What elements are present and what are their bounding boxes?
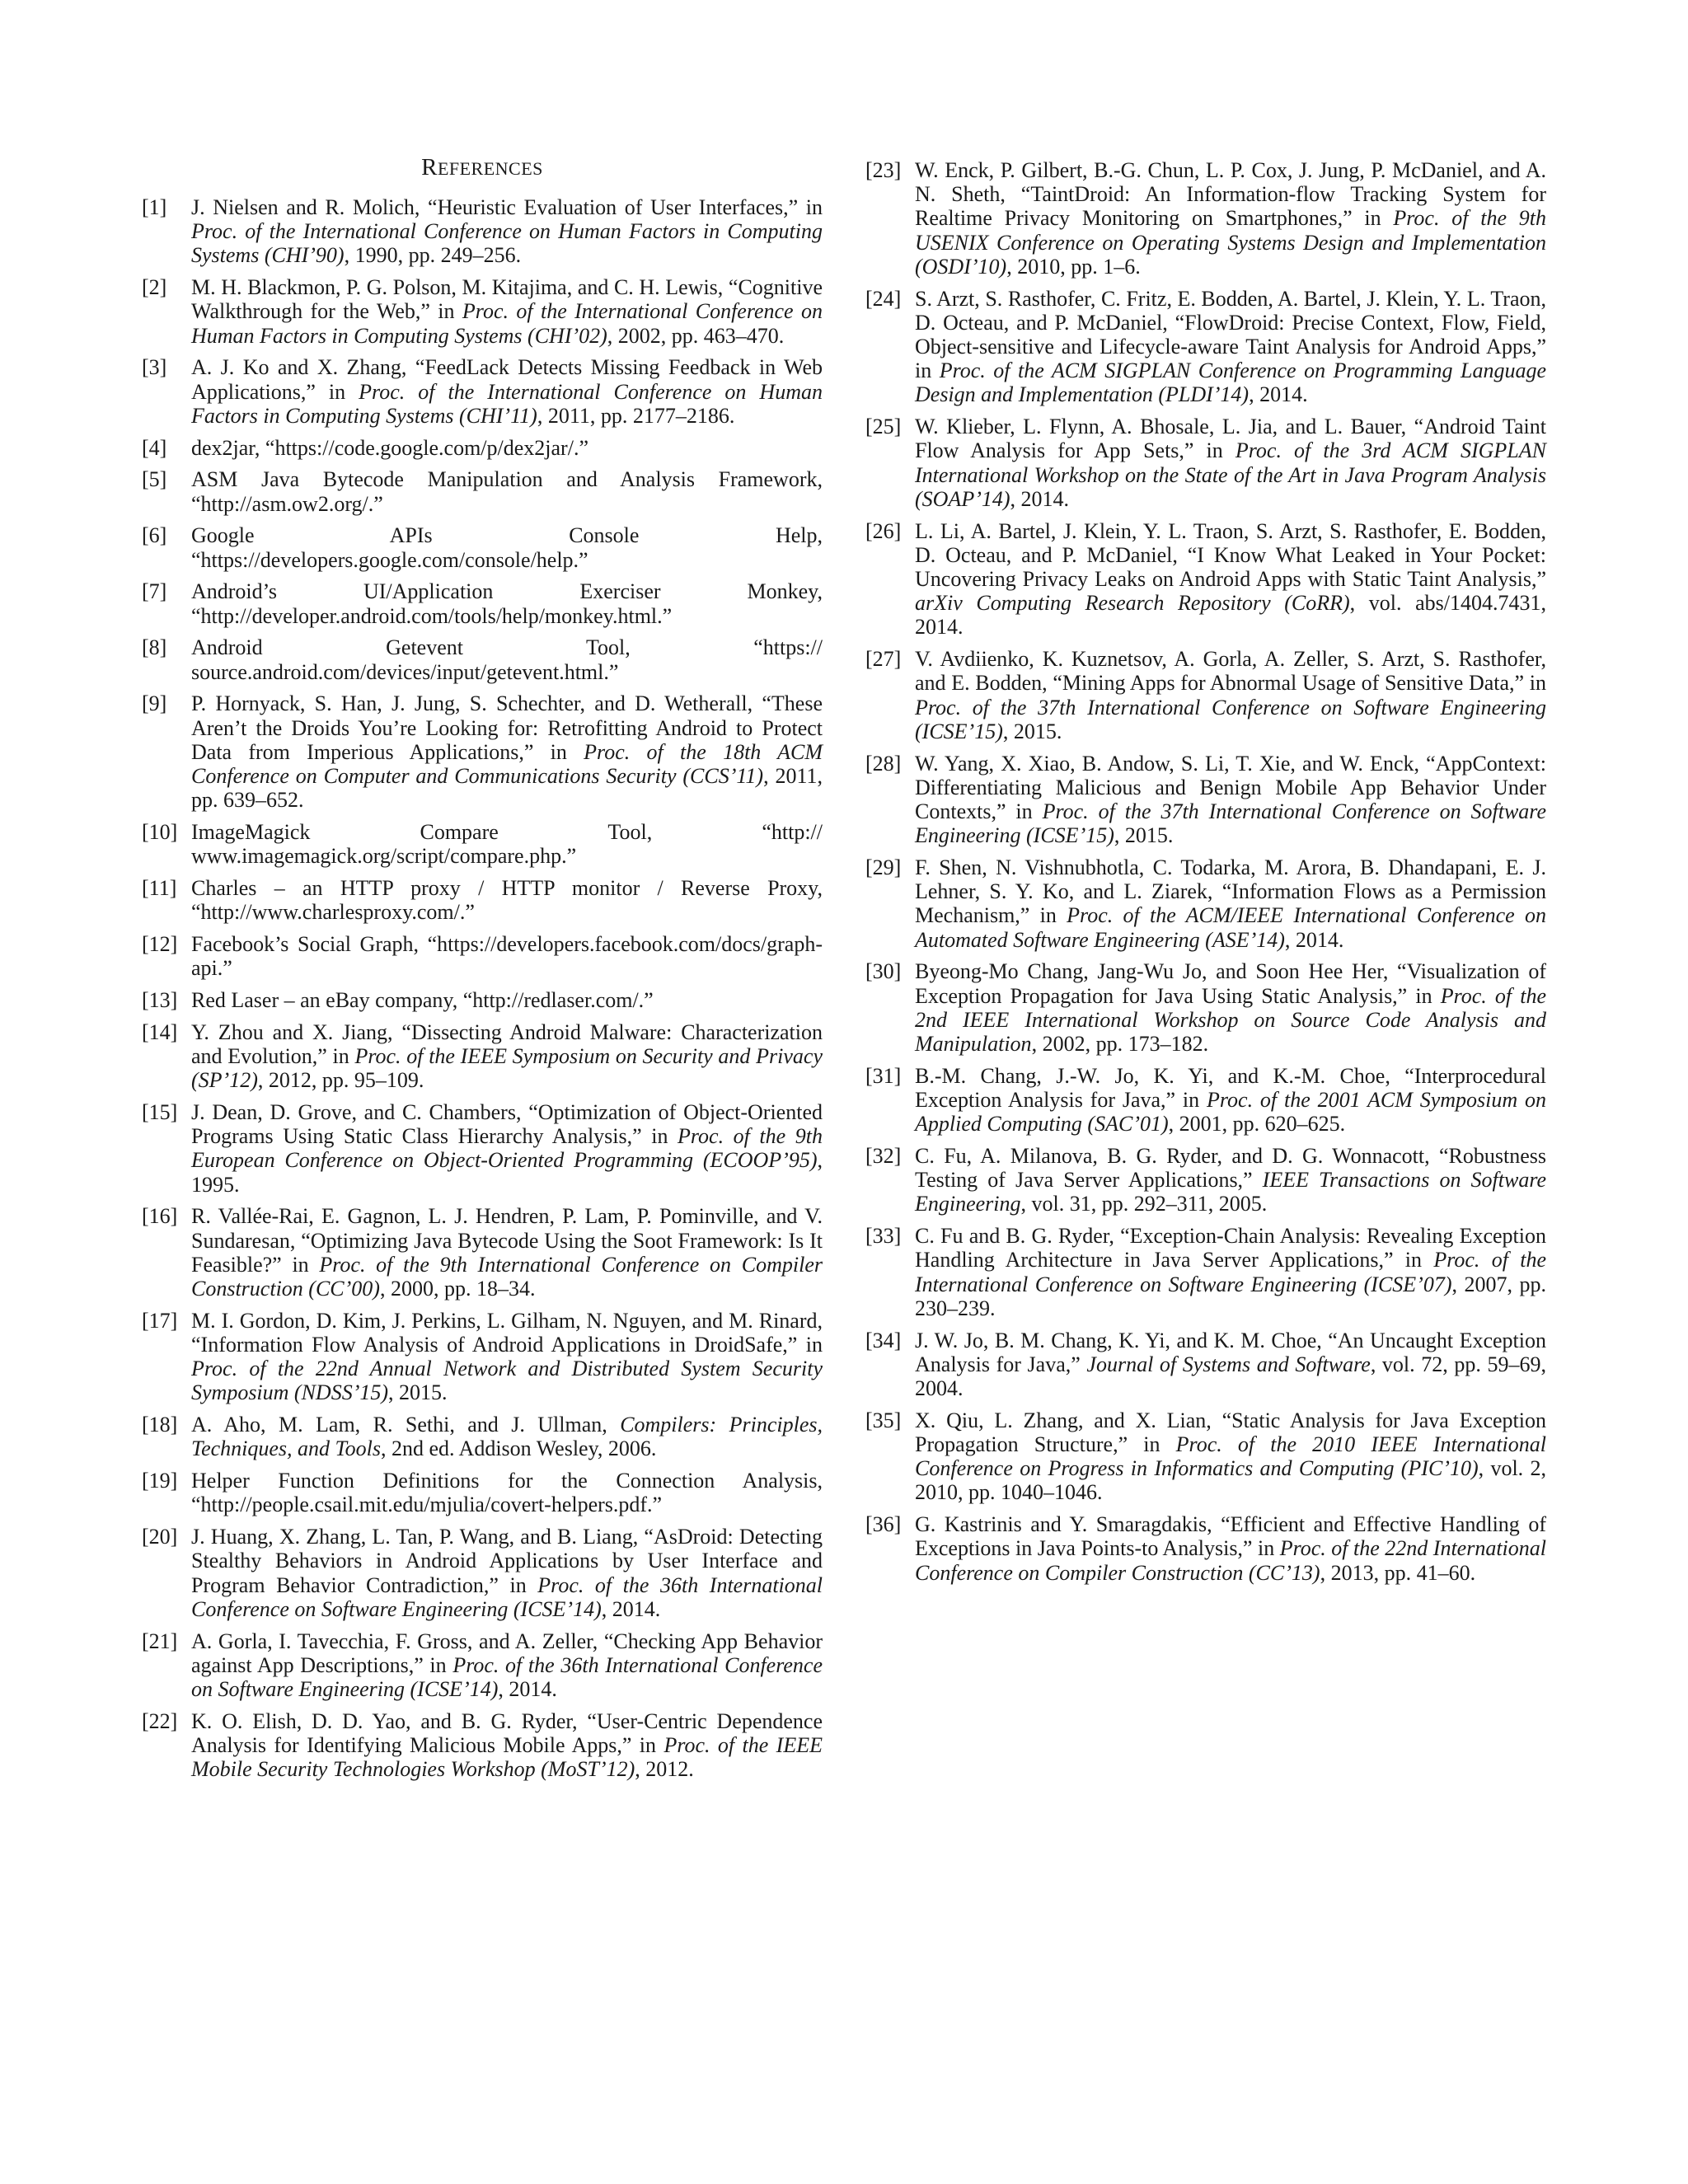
reference-entry [142,691,823,812]
reference-venue: Proc. of the ACM/IEEE International Conference on Automated Software Engineering (ASE’14) [915,903,1546,952]
reference-list-right [865,158,1546,1585]
reference-venue: Proc. of the IEEE Symposium on Security and Privacy (SP’12) [191,1044,823,1093]
reference-text [191,1020,823,1093]
reference-text [191,1413,823,1460]
reference-number: [19] [142,1469,178,1493]
reference-venue: Proc. of the 9th European Conference on Object-Oriented Programming (ECOOP’95) [191,1124,823,1173]
reference-entry [142,988,823,1012]
reference-text [915,287,1546,407]
reference-text [191,355,823,428]
reference-text [915,855,1546,952]
reference-details: , 2010, pp. 1–6. [1006,254,1141,279]
reference-number: [3] [142,355,167,380]
reference-text [191,1204,823,1301]
reference-details: , 2000, pp. 18–34. [379,1277,536,1301]
reference-entry [142,467,823,515]
reference-details: , 2012, pp. 95–109. [257,1068,424,1093]
reference-entry [142,436,823,460]
reference-number: [20] [142,1525,178,1549]
reference-text [191,579,823,627]
reference-authors-title: W. Klieber, L. Flynn, A. Bhosale, L. Jia, and L. Bauer, “Android Taint Flow Analysis for App Sets,” in [915,415,1546,463]
reference-authors-title: Charles – an HTTP proxy / HTTP monitor / Reverse Proxy, “http://www.charlesproxy.com/.” [191,876,823,925]
reference-venue: Compilers: Principles, Techniques, and Tools [191,1413,823,1461]
reference-text [915,752,1546,848]
reference-details: , 2015. [1002,719,1062,743]
reference-entry [142,355,823,428]
reference-details: , 2002, pp. 463–470. [607,323,785,348]
reference-details: , 2014. [498,1677,557,1702]
reference-text [191,691,823,812]
reference-authors-title: B.-M. Chang, J.-W. Jo, K. Yi, and K.-M. Choe, “Interprocedural Exception Analysis for Java,” in [915,1063,1546,1113]
reference-number: [5] [142,467,167,492]
reference-number: [9] [142,691,167,716]
reference-entry [142,579,823,627]
reference-number: [25] [865,415,902,439]
reference-text [191,1629,823,1702]
reference-entry [865,287,1546,407]
reference-text [191,275,823,348]
reference-number: [14] [142,1019,178,1044]
reference-details: , 2002, pp. 173–182. [1031,1032,1209,1057]
reference-number: [12] [142,932,178,957]
reference-entry [142,820,823,868]
reference-authors-title: M. H. Blackmon, P. G. Polson, M. Kitajima, and C. H. Lewis, “Cognitive Walkthrough for the Web,” in [191,275,823,324]
reference-venue: Proc. of the 2001 ACM Symposium on Applied Computing (SAC’01) [915,1088,1546,1137]
reference-text [915,1408,1546,1505]
reference-entry [865,1224,1546,1320]
reference-entry [142,523,823,571]
reference-venue: Proc. of the 37th International Conference on Software Engineering (ICSE’15) [915,799,1547,848]
reference-entry [142,1469,823,1516]
reference-text [191,1525,823,1621]
reference-authors-title: P. Hornyack, S. Han, J. Jung, S. Schechter, and D. Wetherall, “These Aren’t the Droids You’re Looking for: Retrofitting Android to Protect Data from Imperious Applications,” in [191,691,823,764]
reference-authors-title: J. Huang, X. Zhang, L. Tan, P. Wang, and B. Liang, “AsDroid: Detecting Stealthy Behaviors in Android Applications by User Interface and Program Behavior Contradiction,” in [191,1525,823,1597]
reference-number: [34] [865,1328,902,1352]
reference-text [915,1512,1546,1585]
reference-details: , 2013, pp. 41–60. [1320,1560,1476,1585]
heading-rest: EFERENCES [437,158,543,179]
reference-entry [865,752,1546,848]
reference-number: [21] [142,1629,178,1653]
reference-text [191,820,823,868]
reference-number: [6] [142,523,167,548]
reference-text [915,519,1546,640]
reference-text [191,436,823,460]
reference-authors-title: W. Enck, P. Gilbert, B.-G. Chun, L. P. Cox, J. Jung, P. McDaniel, and A. N. Sheth, “TaintDroid: An Information-flow Tracking System for Realtime Privacy Monitoring on Smartphones,” in [915,158,1546,231]
reference-authors-title: C. Fu and B. G. Ryder, “Exception-Chain Analysis: Revealing Exception Handling Architecture in Java Server Applications,” in [915,1224,1546,1272]
reference-authors-title: S. Arzt, S. Rasthofer, C. Fritz, E. Bodden, A. Bartel, J. Klein, Y. L. Traon, D. Octeau, and P. McDaniel, “FlowDroid: Precise Context, Flow, Field, Object-sensitive and Lifecycle-aware Taint Analysis for Android Apps,” in [915,286,1546,383]
reference-details: , 2014. [1249,382,1308,407]
reference-entry [865,1512,1546,1585]
reference-text [191,1709,823,1782]
reference-text [915,959,1546,1056]
reference-authors-title: A. Gorla, I. Tavecchia, F. Gross, and A. Zeller, “Checking App Behavior against App Descriptions,” in [191,1629,823,1677]
reference-text [915,1144,1546,1216]
reference-entry [865,959,1546,1056]
reference-authors-title: ImageMagick Compare Tool, “http:// www.imagemagick.org/script/compare.php.” [191,820,823,869]
reference-venue: Proc. of the 3rd ACM SIGPLAN International Workshop on the State of the Art in Java Program Analysis (SOAP’14) [915,438,1546,511]
reference-text [915,415,1546,511]
reference-authors-title: J. Nielsen and R. Molich, “Heuristic Evaluation of User Interfaces,” in [191,195,823,219]
reference-text [191,876,823,924]
reference-number: [13] [142,988,178,1013]
reference-venue: Proc. of the International Conference on Software Engineering (ICSE’07) [915,1248,1547,1296]
reference-venue: Proc. of the 18th ACM Conference on Computer and Communications Security (CCS’11) [191,739,823,789]
reference-venue: IEEE Transactions on Software Engineering [915,1168,1547,1216]
reference-entry [865,1408,1546,1505]
reference-text [191,635,823,683]
reference-details: , 2015. [1114,823,1174,848]
reference-authors-title: G. Kastrinis and Y. Smaragdakis, “Efficient and Effective Handling of Exceptions in Java Points-to Analysis,” in [915,1512,1546,1561]
reference-entry [142,275,823,348]
reference-authors-title: Red Laser – an eBay company, “http://redlaser.com/.” [191,988,654,1013]
reference-number: [16] [142,1204,178,1229]
reference-number: [17] [142,1308,178,1333]
reference-authors-title: Y. Zhou and X. Jiang, “Dissecting Android Malware: Characterization and Evolution,” in [191,1019,823,1069]
reference-entry [865,1144,1546,1216]
reference-text [191,1100,823,1197]
reference-number: [30] [865,959,902,984]
reference-entry [142,1413,823,1460]
reference-venue: Proc. of the 36th International Conference on Software Engineering (ICSE’14) [191,1652,823,1702]
reference-authors-title: C. Fu, A. Milanova, B. G. Ryder, and D. G. Wonnacott, “Robustness Testing of Java Server Applications,” [915,1144,1546,1193]
reference-venue: Proc. of the International Conference on Human Factors in Computing Systems (CHI’90) [191,219,823,268]
reference-entry [142,1525,823,1621]
reference-details: , 2007, pp. 230–239. [915,1272,1546,1320]
reference-text [191,988,823,1012]
reference-authors-title: Google APIs Console Help, “https://developers.google.com/console/help.” [191,523,823,572]
reference-authors-title: J. W. Jo, B. M. Chang, K. Yi, and K. M. Choe, “An Uncaught Exception Analysis for Java,” [915,1328,1546,1376]
reference-entry [865,415,1546,511]
reference-venue: Proc. of the 9th USENIX Conference on Operating Systems Design and Implementation (OSDI’10) [915,206,1546,279]
reference-authors-title: Byeong-Mo Chang, Jang-Wu Jo, and Soon Hee Her, “Visualization of Exception Propagation for Java Using Static Analysis,” in [915,959,1546,1008]
reference-venue: Proc. of the IEEE Mobile Security Technologies Workshop (MoST’12) [191,1733,823,1782]
reference-number: [29] [865,855,902,880]
reference-authors-title: Android Getevent Tool, “https:// source.android.com/devices/input/getevent.html.” [191,635,823,684]
reference-venue: Proc. of the International Conference on Human Factors in Computing Systems (CHI’11) [191,379,823,428]
reference-details: , 2nd ed. Addison Wesley, 2006. [380,1436,657,1461]
reference-entry [865,519,1546,640]
reference-details: , vol. 2, 2010, pp. 1040–1046. [915,1456,1546,1505]
reference-details: , 2014. [1010,486,1070,511]
reference-venue: arXiv Computing Research Repository (CoRR) [915,591,1350,616]
reference-text [915,647,1546,743]
reference-text [191,1309,823,1405]
reference-authors-title: dex2jar, “https://code.google.com/p/dex2jar/.” [191,435,588,460]
reference-authors-title: F. Shen, N. Vishnubhotla, C. Todarka, M. Arora, B. Dhandapani, E. J. Lehner, S. Y. Ko, and L. Ziarek, “Information Flows as a Permission Mechanism,” in [915,855,1546,928]
left-column [142,151,823,1789]
reference-details: , 2015. [388,1380,448,1405]
reference-authors-title: V. Avdiienko, K. Kuznetsov, A. Gorla, A. Zeller, S. Arzt, S. Rasthofer, and E. Bodden, “Mining Apps for Abnormal Usage of Sensitive Data,” in [915,647,1546,696]
reference-venue: Proc. of the 37th International Conference on Software Engineering (ICSE’15) [915,695,1546,743]
references-heading [142,151,823,185]
reference-details: , 2001, pp. 620–625. [1168,1112,1346,1137]
reference-entry [142,1309,823,1405]
reference-entry [865,1329,1546,1401]
reference-number: [2] [142,275,167,300]
reference-text [915,1064,1546,1137]
reference-entry [142,1100,823,1197]
reference-details: , vol. 31, pp. 292–311, 2005. [1020,1192,1268,1216]
reference-entry [865,1064,1546,1137]
reference-authors-title: Android’s UI/Application Exerciser Monkey, “http://developer.android.com/tools/help/monkey.html.” [191,579,823,628]
reference-authors-title: X. Qiu, L. Zhang, and X. Lian, “Static Analysis for Java Exception Propagation Structure,” in [915,1408,1546,1457]
reference-authors-title: Helper Function Definitions for the Connection Analysis, “http://people.csail.mit.edu/mjulia/covert-helpers.pdf.” [191,1469,823,1517]
reference-text [915,1224,1546,1320]
reference-number: [28] [865,751,902,776]
reference-text [191,195,823,268]
reference-number: [23] [865,158,902,182]
reference-authors-title: M. I. Gordon, D. Kim, J. Perkins, L. Gilham, N. Nguyen, and M. Rinard, “Information Flow Analysis of Android Applications in DroidSafe,” in [191,1308,823,1357]
reference-venue: Proc. of the 2nd IEEE International Workshop on Source Code Analysis and Manipulation [915,983,1547,1057]
reference-authors-title: W. Yang, X. Xiao, B. Andow, S. Li, T. Xie, and W. Enck, “AppContext: Differentiating Malicious and Benign Mobile App Behavior Under Contexts,” in [915,751,1546,824]
reference-text [915,1329,1546,1401]
reference-details: , 2011, pp. 639–652. [191,764,823,813]
reference-entry [142,1020,823,1093]
reference-number: [18] [142,1413,178,1437]
reference-number: [24] [865,286,902,311]
reference-entry [142,195,823,268]
reference-details: , vol. abs/1404.7431, 2014. [915,591,1547,640]
reference-details: , vol. 72, pp. 59–69, 2004. [915,1352,1547,1401]
reference-number: [4] [142,435,167,460]
reference-number: [15] [142,1100,178,1125]
reference-number: [35] [865,1408,902,1432]
reference-venue: Proc. of the ACM SIGPLAN Conference on Programming Language Design and Implementation (PLDI’14) [915,359,1546,407]
reference-venue: Proc. of the 9th International Conference on Compiler Construction (CC’00) [191,1252,823,1301]
reference-authors-title: A. Aho, M. Lam, R. Sethi, and J. Ullman, [191,1413,621,1437]
heading-initial: R [421,154,438,180]
reference-details: , 2012. [635,1757,694,1782]
reference-authors-title: K. O. Elish, D. D. Yao, and B. G. Ryder, “User-Centric Dependence Analysis for Identifying Malicious Mobile Apps,” in [191,1708,823,1758]
reference-entry [142,932,823,980]
reference-entry [142,1709,823,1782]
reference-entry [865,855,1546,952]
reference-number: [8] [142,635,167,660]
reference-venue: Proc. of the 2010 IEEE International Conference on Progress in Informatics and Computing (PIC’10) [915,1432,1547,1481]
reference-entry [865,647,1546,743]
reference-number: [31] [865,1063,902,1088]
reference-text [191,467,823,515]
reference-authors-title: R. Vallée-Rai, E. Gagnon, L. J. Hendren, P. Lam, P. Pominville, and V. Sundaresan, “Optimizing Java Bytecode Using the Soot Framework: Is It Feasible?” in [191,1204,823,1277]
reference-number: [22] [142,1708,178,1733]
reference-number: [26] [865,518,902,543]
reference-venue: Proc. of the International Conference on Human Factors in Computing Systems (CHI’02) [191,299,823,348]
reference-entry [142,635,823,683]
reference-entry [142,1629,823,1702]
reference-number: [7] [142,579,167,604]
reference-details: , 1990, pp. 249–256. [344,243,522,268]
reference-entry [865,158,1546,279]
reference-text [191,523,823,571]
reference-number: [36] [865,1512,902,1537]
reference-number: [1] [142,195,167,219]
reference-entry [142,1204,823,1301]
reference-text [191,1469,823,1516]
reference-list-left [142,195,823,1781]
reference-number: [32] [865,1144,902,1169]
reference-details: , 2014. [1284,927,1344,952]
reference-details: , 2011, pp. 2177–2186. [537,403,735,428]
reference-number: [33] [865,1224,902,1249]
reference-venue: Proc. of the 22nd International Conference on Compiler Construction (CC’13) [915,1536,1547,1585]
reference-details: , 1995. [191,1148,823,1197]
reference-venue: Proc. of the 22nd Annual Network and Distributed System Security Symposium (NDSS’15) [191,1357,823,1405]
reference-text [915,158,1546,279]
reference-number: [11] [142,876,177,901]
reference-number: [27] [865,647,902,672]
reference-authors-title: A. J. Ko and X. Zhang, “FeedLack Detects Missing Feedback in Web Applications,” in [191,355,823,404]
reference-entry [142,876,823,924]
reference-venue: Journal of Systems and Software [1086,1352,1371,1376]
reference-venue: Proc. of the 36th International Conference on Software Engineering (ICSE’14) [191,1572,823,1621]
reference-number: [10] [142,820,178,845]
reference-text [191,932,823,980]
reference-authors-title: L. Li, A. Bartel, J. Klein, Y. L. Traon, S. Arzt, S. Rasthofer, E. Bodden, D. Octeau, and P. McDaniel, “I Know What Leaked in Your Pocket: Uncovering Privacy Leaks on Android Apps with Static Taint Analysis,” [915,518,1546,592]
reference-details: , 2014. [601,1596,661,1621]
reference-authors-title: J. Dean, D. Grove, and C. Chambers, “Optimization of Object-Oriented Programs Using Static Class Hierarchy Analysis,” in [191,1100,823,1149]
reference-authors-title: Facebook’s Social Graph, “https://developers.facebook.com/docs/graph-api.” [191,932,823,981]
reference-authors-title: ASM Java Bytecode Manipulation and Analysis Framework, “http://asm.ow2.org/.” [191,467,823,516]
right-column [865,158,1546,1592]
